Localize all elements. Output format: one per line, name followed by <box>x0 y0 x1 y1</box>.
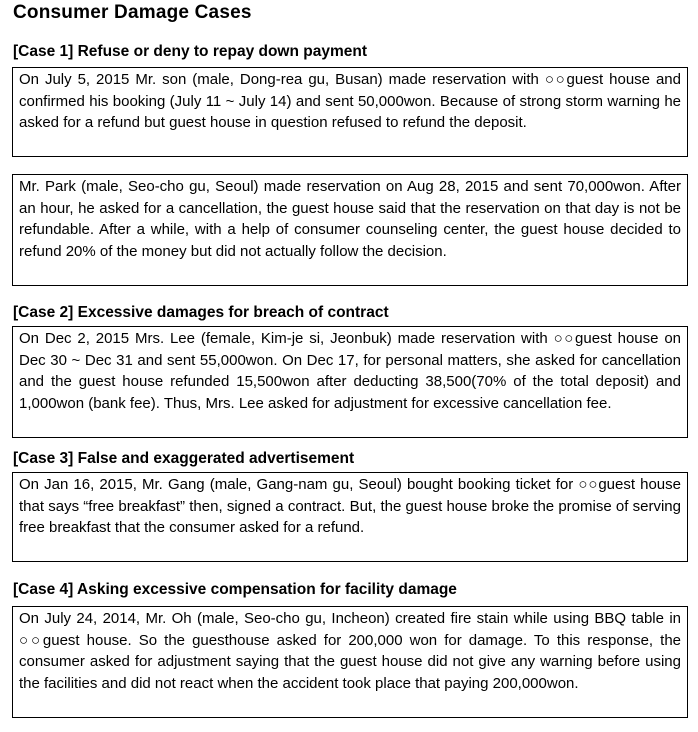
case-1-paragraph-2: Mr. Park (male, Seo-cho gu, Seoul) made reservation on Aug 28, 2015 and sent 70,000won. After an hour, he asked for a cancellation, the guest house said that the reservation on that day is not be refundable. After a while, with a help of consumer counseling center, the guest house decided to refund 20% of the money but did not actually follow the decision. <box>12 174 688 286</box>
case-4-heading: [Case 4] Asking excessive compensation for facility damage <box>13 581 457 598</box>
case-2-heading: [Case 2] Excessive damages for breach of contract <box>13 304 389 321</box>
case-1-paragraph-1: On July 5, 2015 Mr. son (male, Dong-rea gu, Busan) made reservation with ○○guest house and confirmed his booking (July 11 ~ July 14) and sent 50,000won. Because of strong storm warning he asked for a refund but guest house in question refused to refund the deposit. <box>12 67 688 157</box>
case-2-paragraph-1: On Dec 2, 2015 Mrs. Lee (female, Kim-je si, Jeonbuk) made reservation with ○○guest house on Dec 30 ~ Dec 31 and sent 55,000won. On Dec 17, for personal matters, she asked for cancellation and the guest house refunded 15,500won after deducting 38,500(70% of the total deposit) and 1,000won (bank fee). Thus, Mrs. Lee asked for adjustment for excessive cancellation fee. <box>12 326 688 438</box>
case-3-heading: [Case 3] False and exaggerated advertisement <box>13 450 355 467</box>
case-4-paragraph-1: On July 24, 2014, Mr. Oh (male, Seo-cho gu, Incheon) created fire stain while using BBQ table in ○○guest house. So the guesthouse asked for 200,000 won for damage. To this response, the consumer asked for adjustment saying that the guest house did not give any warning before using the facilities and did not react when the accident took place that paying 200,000won. <box>12 606 688 718</box>
case-1-heading: [Case 1] Refuse or deny to repay down payment <box>13 43 368 60</box>
page-title: Consumer Damage Cases <box>13 2 252 23</box>
case-3-paragraph-1: On Jan 16, 2015, Mr. Gang (male, Gang-nam gu, Seoul) bought booking ticket for ○○guest house that says “free breakfast” then, signed a contract. But, the guest house broke the promise of serving free breakfast that the consumer asked for a refund. <box>12 472 688 562</box>
